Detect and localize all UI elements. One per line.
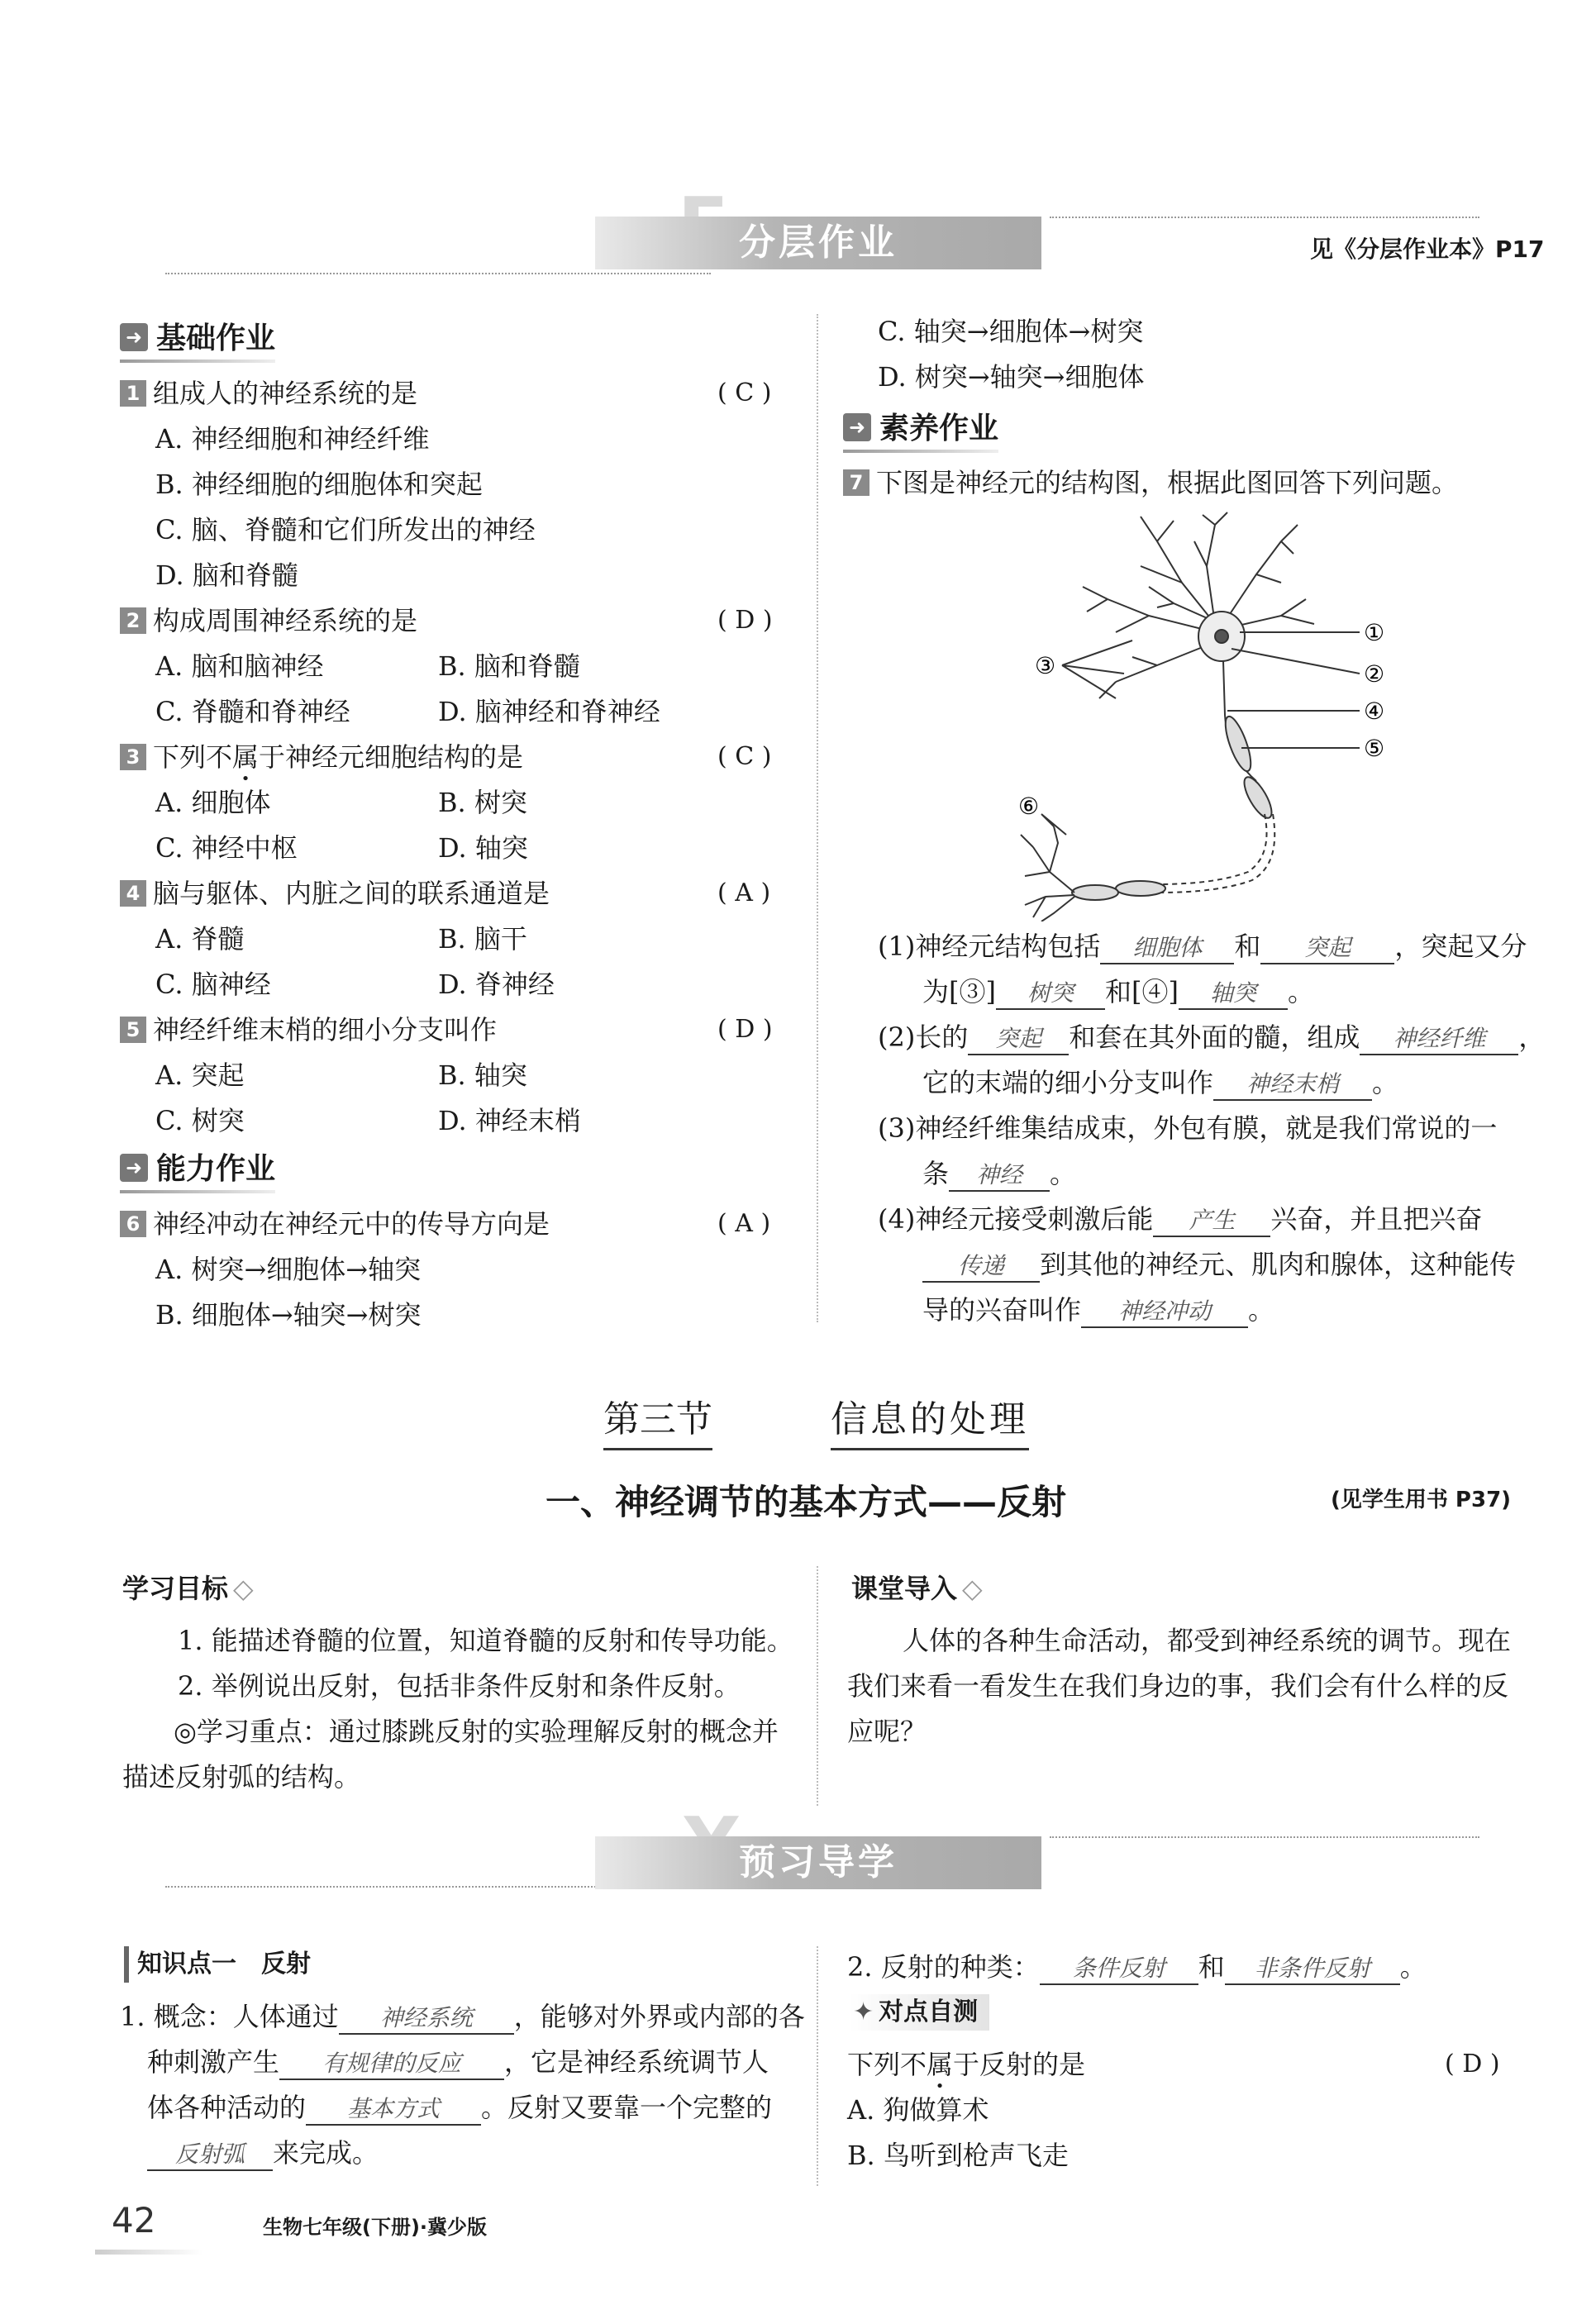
arrow-icon: ➜ xyxy=(120,1154,148,1182)
kp1-text-3a: 体各种活动的 xyxy=(147,2092,307,2123)
q7-p3-line1: (3)神经纤维集结成束，外包有膜，就是我们常说的一 xyxy=(878,1112,1498,1144)
leader-3 xyxy=(1062,640,1132,698)
q4-stem xyxy=(120,877,550,910)
q7-p4-text-f: 。 xyxy=(1248,1294,1275,1326)
goal-key-2: 描述反射弧的结构。 xyxy=(122,1761,361,1793)
q7-p4-text-d: 到其他的神经元、肌肉和腺体，这种能传 xyxy=(1040,1249,1517,1280)
q2-number: 2 xyxy=(120,607,146,634)
q5-number: 5 xyxy=(120,1017,146,1043)
kp1-blank-2: 有规律的反应 xyxy=(279,2049,504,2080)
q7-p1-text-c: 和 xyxy=(1234,931,1261,962)
lesson-title: 一、神经调节的基本方式——反射 xyxy=(545,1482,1067,1522)
star-icon: ✦ xyxy=(853,1998,874,2026)
q3-option-c: C. 神经中枢 xyxy=(155,832,298,864)
q1-option-a: A. 神经细胞和神经纤维 xyxy=(155,423,430,455)
banner-ref: 见《分层作业本》P17 xyxy=(1310,236,1545,263)
dendrites xyxy=(1083,512,1314,698)
q4-option-b: B. 脑干 xyxy=(438,923,527,955)
intro-heading xyxy=(851,1570,983,1607)
axon-terminals xyxy=(1021,826,1074,921)
leader-2 xyxy=(1232,649,1360,674)
selftest-answer: ( D ) xyxy=(1445,2050,1500,2079)
q7-p2-text-d: ， xyxy=(1518,1021,1546,1053)
q7-p4-text-a: (4)神经元接受刺激后能 xyxy=(878,1203,1154,1235)
label-2: ② xyxy=(1364,660,1385,688)
q7-p3-text-b: 条 xyxy=(922,1158,950,1189)
basic-heading-text: 基础作业 xyxy=(156,321,276,355)
goal-1: 1. 能描述脊髓的位置，知道脊髓的反射和传导功能。 xyxy=(178,1625,793,1656)
selftest-heading-text: 对点自测 xyxy=(879,1998,979,2026)
ability-heading xyxy=(120,1149,275,1190)
q3-text-pre: 下列 xyxy=(153,741,207,773)
q2-stem xyxy=(120,604,417,637)
kp1-blank-4: 反射弧 xyxy=(147,2140,273,2171)
q7-p4-blank-2: 传递 xyxy=(922,1251,1040,1283)
arrow-icon: ➜ xyxy=(120,323,148,351)
intro-line-1: 人体的各种生命活动，都受到神经系统的调节。现在 xyxy=(903,1625,1512,1656)
q7-p2-text-c: 和套在其外面的髓，组成 xyxy=(1069,1021,1360,1053)
q7-p4-line2 xyxy=(922,1248,1516,1283)
q7-p2-text-a: (2)长的 xyxy=(878,1021,969,1053)
kp1-text-1a: 1. 概念：人体通过 xyxy=(120,2001,339,2032)
q7-p3-blank-1: 神经 xyxy=(949,1160,1050,1192)
q7-p4-line1 xyxy=(878,1202,1482,1237)
q7-p2-line2 xyxy=(922,1066,1398,1101)
q7-p1-blank-2: 突起 xyxy=(1260,933,1394,964)
q3-option-b: B. 树突 xyxy=(438,787,527,818)
q7-p1-line1 xyxy=(878,930,1527,964)
q1-answer: ( C ) xyxy=(717,379,772,407)
label-5: ⑤ xyxy=(1364,735,1385,762)
q7-p4-text-e: 导的兴奋叫作 xyxy=(922,1294,1082,1326)
book-title: 生物七年级(下册)·冀少版 xyxy=(263,2216,488,2239)
kp1-text-3b: 。反射又要靠一个完整的 xyxy=(481,2092,773,2123)
q7-p2-text-e: 它的末端的细小分支叫作 xyxy=(922,1067,1214,1098)
kp1-text-2a: 种刺激产生 xyxy=(147,2046,280,2078)
q6-text: 神经冲动在神经元中的传导方向是 xyxy=(153,1208,550,1240)
q5-stem xyxy=(120,1013,497,1046)
kp1-blank-3: 基本方式 xyxy=(306,2094,481,2126)
basic-heading xyxy=(120,318,275,360)
ability-heading-text: 能力作业 xyxy=(156,1152,276,1186)
q6-option-c: C. 轴突→细胞体→树突 xyxy=(878,316,1144,347)
goals-divider xyxy=(817,1566,818,1806)
q3-option-d: D. 轴突 xyxy=(438,832,528,864)
q7-p2-text-f: 。 xyxy=(1372,1067,1399,1098)
q6-number: 6 xyxy=(120,1211,146,1237)
q1-number: 1 xyxy=(120,380,146,407)
q2-option-c: C. 脊髓和脊神经 xyxy=(155,696,350,727)
q5-answer: ( D ) xyxy=(717,1015,773,1044)
q4-option-a: A. 脊髓 xyxy=(155,923,245,955)
q6-option-a: A. 树突→细胞体→轴突 xyxy=(155,1254,422,1285)
q7-p2-blank-2: 神经纤维 xyxy=(1360,1024,1518,1055)
banner2-right-rule xyxy=(1050,1836,1479,1838)
leader-6 xyxy=(1041,814,1066,835)
q5-option-d: D. 神经末梢 xyxy=(438,1105,581,1136)
kp1-text-2b: ，它是神经系统调节人 xyxy=(504,2046,769,2078)
goals-heading xyxy=(122,1570,254,1607)
selftest-text-pre: 下列 xyxy=(847,2049,901,2080)
intro-line-2: 我们来看一看发生在我们身边的事，我们会有什么样的反 xyxy=(847,1670,1509,1702)
selftest-option-a: A. 狗做算术 xyxy=(847,2094,989,2126)
lesson-ref: (见学生用书 P37) xyxy=(1331,1488,1512,1512)
q5-option-c: C. 树突 xyxy=(155,1105,245,1136)
kp2-line xyxy=(847,1950,1427,1985)
q7-p1-text-d: ，突起又分 xyxy=(1394,931,1527,962)
q6-answer: ( A ) xyxy=(717,1209,771,1238)
banner-left-rule xyxy=(165,273,711,274)
q4-text: 脑与躯体、内脏之间的联系通道是 xyxy=(153,878,550,909)
section-subtitle: 信息的处理 xyxy=(831,1397,1029,1450)
q5-text: 神经纤维末梢的细小分支叫作 xyxy=(153,1014,498,1045)
banner-title: 分层作业 xyxy=(595,217,1041,269)
selftest-heading xyxy=(850,1994,989,2031)
q2-option-a: A. 脑和脑神经 xyxy=(155,650,324,682)
kp2-blank-1: 条件反射 xyxy=(1040,1954,1198,1985)
q4-answer: ( A ) xyxy=(717,879,771,907)
q3-number: 3 xyxy=(120,744,146,770)
kp1-text-1b: ，能够对外界或内部的各 xyxy=(513,2001,805,2032)
intro-heading-text: 课堂导入 xyxy=(851,1573,958,1604)
selftest-stem xyxy=(847,2048,1085,2081)
intro-line-3: 应呢？ xyxy=(847,1716,927,1747)
label-6: ⑥ xyxy=(1018,793,1040,820)
banner-right-rule xyxy=(1050,217,1479,218)
q2-text: 构成周围神经系统的是 xyxy=(153,605,418,636)
q3-text-post: 神经元细胞结构的是 xyxy=(285,741,524,773)
kp2-blank-2: 非条件反射 xyxy=(1225,1954,1400,1985)
q7-p1-text-f: 和[④] xyxy=(1104,976,1179,1007)
q7-p2-line1 xyxy=(878,1021,1545,1055)
q7-p1-text-e: 为[③] xyxy=(922,976,996,1007)
q3-emphasis: 不属于 xyxy=(206,741,286,773)
q6-option-d: D. 树突→轴突→细胞体 xyxy=(878,361,1145,393)
q1-text: 组成人的神经系统的是 xyxy=(153,378,418,409)
q3-option-a: A. 细胞体 xyxy=(155,787,271,818)
kp-divider xyxy=(817,1946,818,2186)
q7-number: 7 xyxy=(843,469,869,496)
page-number-underline xyxy=(95,2250,202,2255)
label-3: ③ xyxy=(1035,652,1056,679)
selftest-text-post: 反射的是 xyxy=(979,2049,1086,2080)
q7-p4-blank-3: 神经冲动 xyxy=(1081,1297,1248,1328)
q7-p1-blank-4: 轴突 xyxy=(1179,979,1288,1010)
q7-p1-text-g: 。 xyxy=(1287,976,1314,1007)
q1-stem xyxy=(120,377,417,410)
q7-p1-line2 xyxy=(922,975,1314,1010)
q7-p3-text-c: 。 xyxy=(1050,1158,1077,1189)
q2-option-b: B. 脑和脊髓 xyxy=(438,650,580,682)
q3-answer: ( C ) xyxy=(717,742,772,771)
q4-option-d: D. 脊神经 xyxy=(438,969,555,1000)
kp1-blank-1: 神经系统 xyxy=(339,2003,514,2035)
banner2-title: 预习导学 xyxy=(595,1836,1041,1889)
q7-p2-blank-1: 突起 xyxy=(968,1024,1069,1055)
q6-option-b: B. 细胞体→轴突→树突 xyxy=(155,1299,422,1331)
kp2-text-a: 2. 反射的种类： xyxy=(847,1951,1040,1983)
kp1-line-2 xyxy=(147,2045,769,2080)
goal-2: 2. 举例说出反射，包括非条件反射和条件反射。 xyxy=(178,1670,741,1702)
q4-option-c: C. 脑神经 xyxy=(155,969,271,1000)
diamond-icon: ◇ xyxy=(962,1573,983,1604)
q6-stem xyxy=(120,1207,550,1240)
q7-p4-text-c: 兴奋，并且把兴奋 xyxy=(1270,1203,1483,1235)
q1-option-b: B. 神经细胞的细胞体和突起 xyxy=(155,469,483,500)
neuron-diagram xyxy=(1017,508,1397,921)
q5-option-b: B. 轴突 xyxy=(438,1060,527,1091)
kp1-line-4 xyxy=(147,2136,379,2171)
kp2-text-d: 。 xyxy=(1399,1951,1427,1983)
kp1-text-4b: 来完成。 xyxy=(273,2137,379,2169)
literacy-heading xyxy=(843,408,998,450)
goal-key-1: ◎学习重点：通过膝跳反射的实验理解反射的概念并 xyxy=(174,1716,779,1747)
goals-heading-text: 学习目标 xyxy=(122,1573,229,1604)
q7-text: 下图是神经元的结构图，根据此图回答下列问题。 xyxy=(876,467,1459,498)
q7-p4-blank-1: 产生 xyxy=(1153,1206,1270,1237)
kp1-line-3 xyxy=(147,2091,772,2126)
q2-answer: ( D ) xyxy=(717,606,773,635)
diamond-icon: ◇ xyxy=(233,1573,254,1604)
selftest-emphasis: 不属于 xyxy=(900,2049,980,2080)
selftest-option-b: B. 鸟听到枪声飞走 xyxy=(847,2140,1069,2171)
q2-option-d: D. 脑神经和脊神经 xyxy=(438,696,660,727)
q3-stem xyxy=(120,740,523,774)
kp1-heading: 知识点一 反射 xyxy=(124,1946,311,1983)
q4-number: 4 xyxy=(120,880,146,907)
q7-p1-text-a: (1)神经元结构包括 xyxy=(878,931,1101,962)
q7-p1-blank-3: 树突 xyxy=(996,979,1105,1010)
q1-option-c: C. 脑、脊髓和它们所发出的神经 xyxy=(155,514,536,545)
label-1: ① xyxy=(1364,619,1385,646)
q5-option-a: A. 突起 xyxy=(155,1060,245,1091)
q1-option-d: D. 脑和脊髓 xyxy=(155,560,298,591)
arrow-icon: ➜ xyxy=(843,413,871,441)
kp1-line-1 xyxy=(120,2000,805,2035)
page-number: 42 xyxy=(112,2200,156,2240)
q7-p3-line2 xyxy=(922,1157,1076,1192)
column-divider xyxy=(817,314,818,1322)
section-title: 第三节 xyxy=(603,1397,712,1450)
kp2-text-c: 和 xyxy=(1198,1951,1225,1983)
q7-p4-line3 xyxy=(922,1293,1274,1328)
literacy-heading-text: 素养作业 xyxy=(879,412,999,445)
label-4: ④ xyxy=(1364,698,1385,725)
q7-stem xyxy=(843,466,1458,499)
q7-p1-blank-1: 细胞体 xyxy=(1100,933,1234,964)
q7-p2-blank-3: 神经末梢 xyxy=(1213,1069,1372,1101)
